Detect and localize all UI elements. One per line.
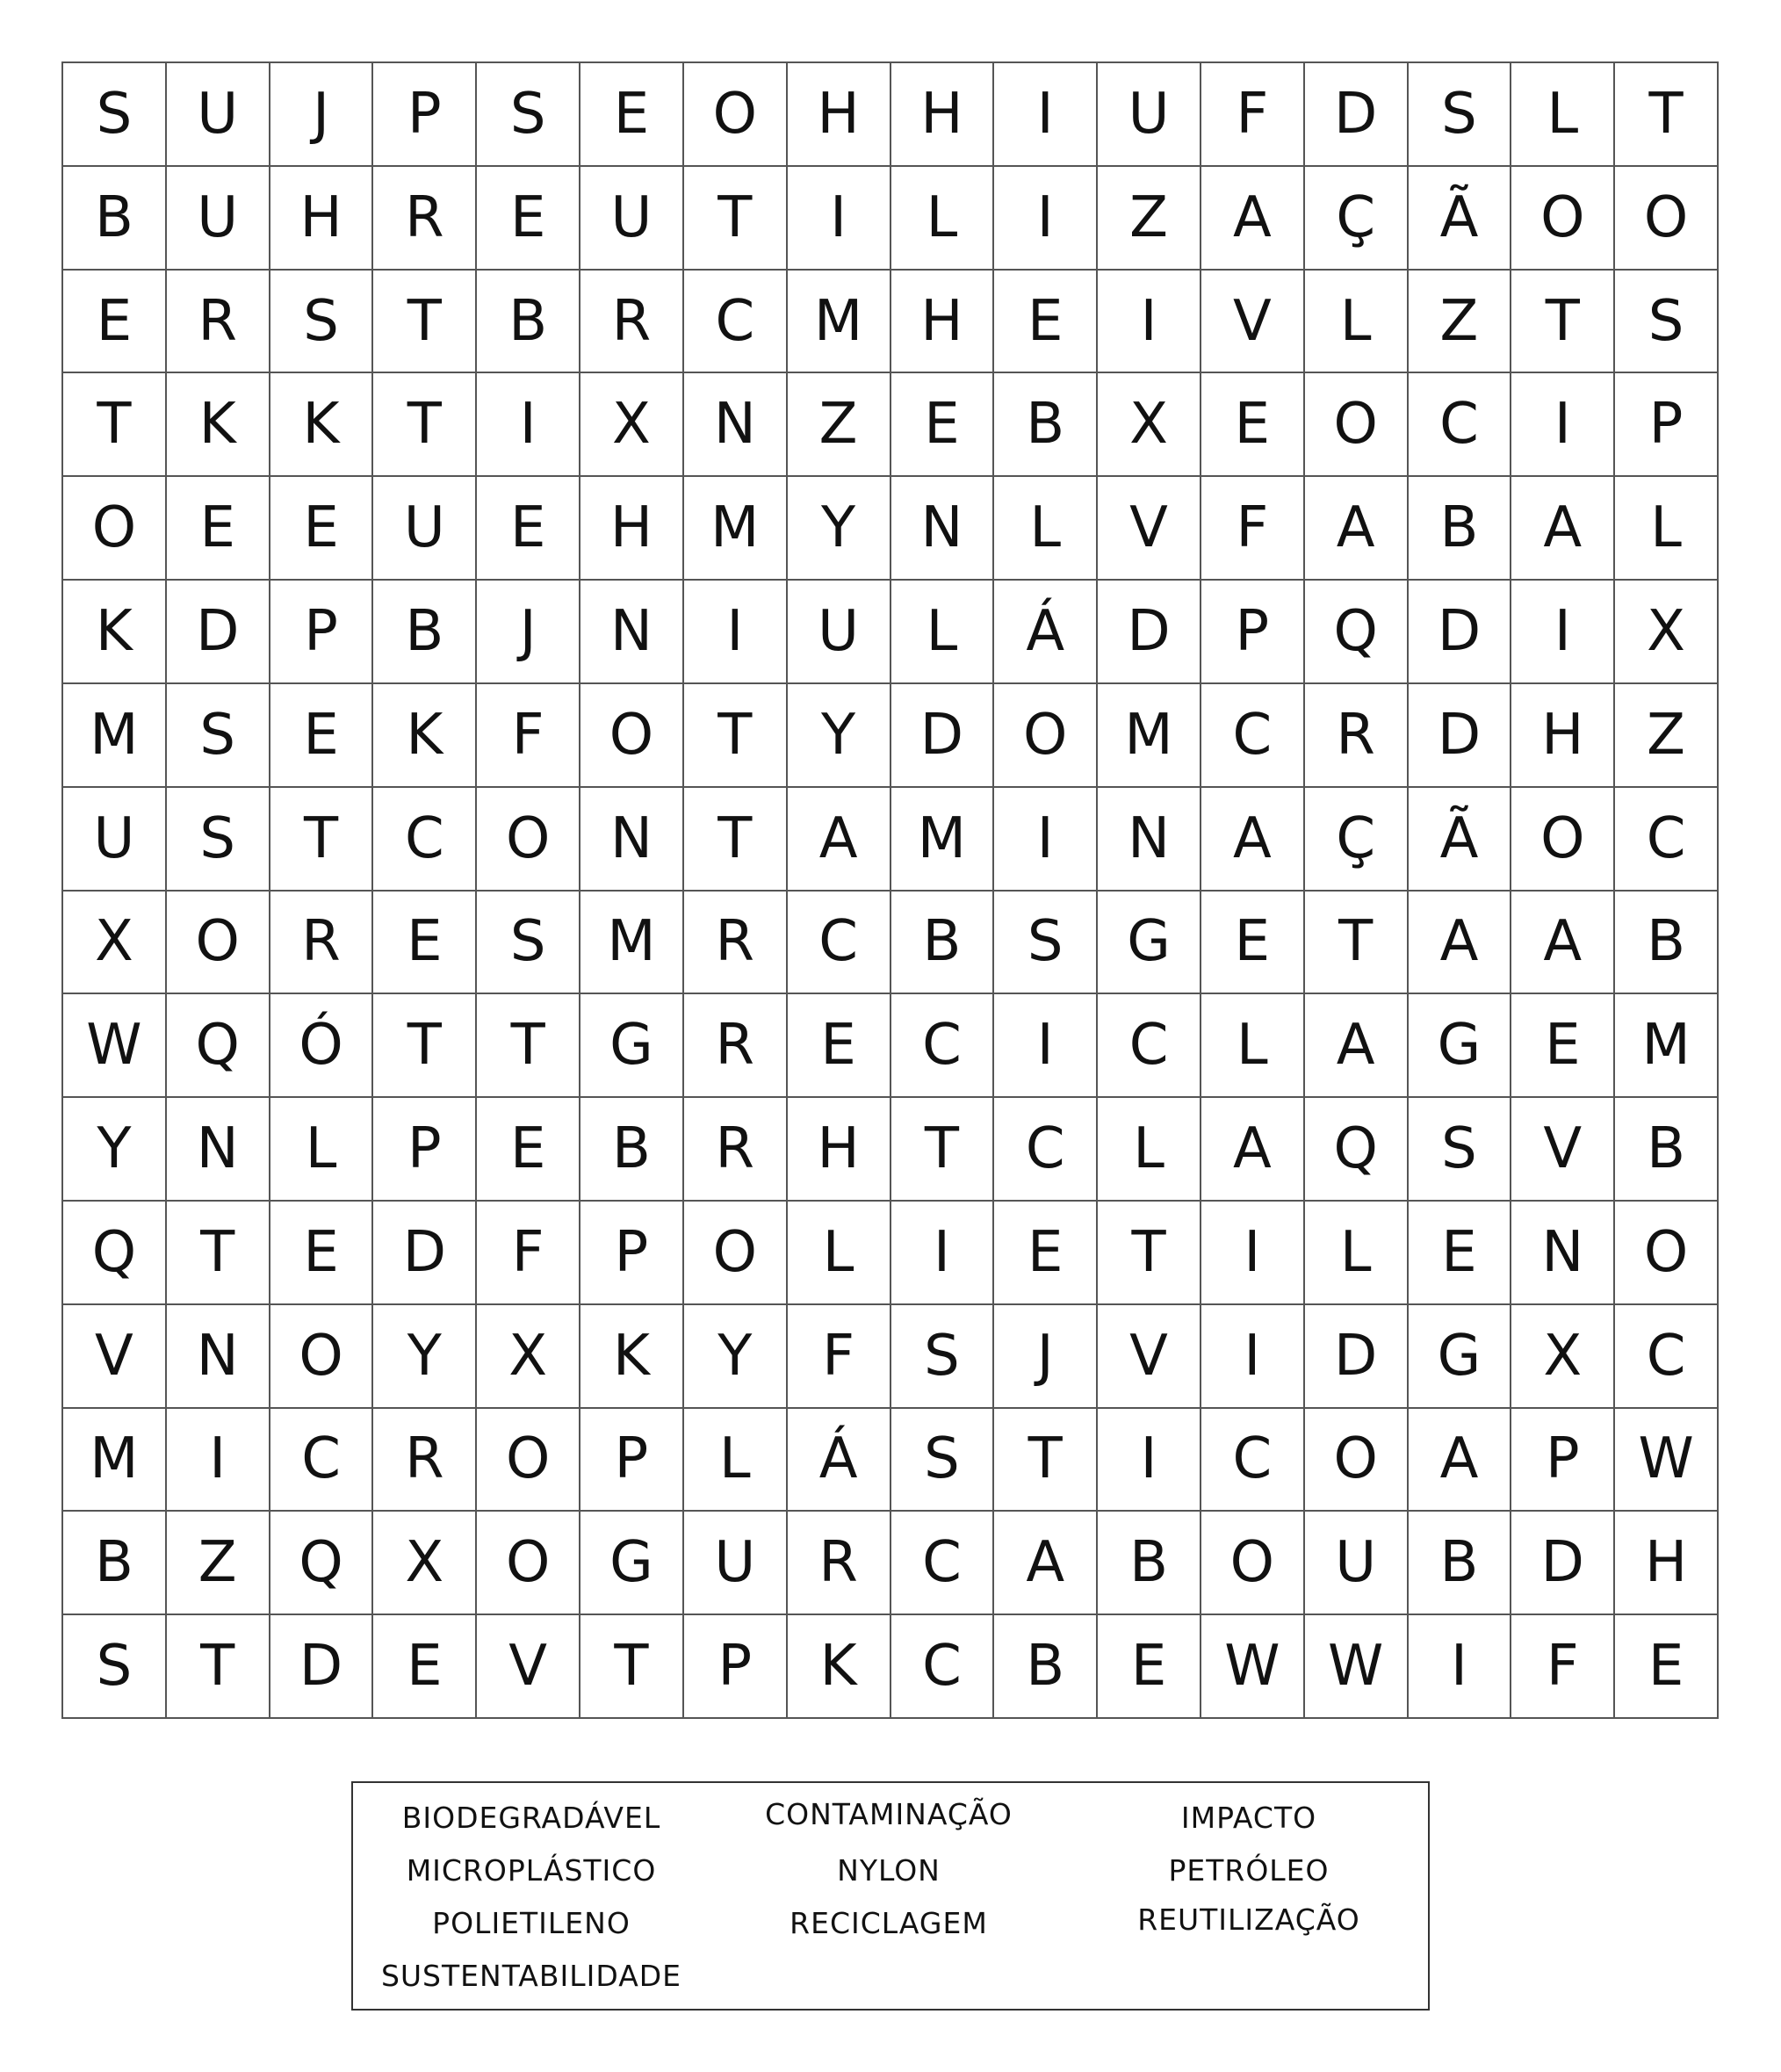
grid-cell[interactable]: N (580, 581, 684, 684)
grid-cell[interactable]: C (891, 994, 995, 1098)
grid-cell[interactable]: C (373, 788, 477, 892)
grid-cell[interactable]: K (63, 581, 167, 684)
grid-cell[interactable]: D (167, 581, 270, 684)
grid-cell[interactable]: J (270, 63, 374, 167)
grid-cell[interactable]: C (1201, 1409, 1305, 1512)
grid-cell[interactable]: B (994, 1615, 1098, 1719)
grid-cell[interactable]: O (1615, 1202, 1719, 1305)
grid-cell[interactable]: F (477, 1202, 580, 1305)
grid-cell[interactable]: O (63, 477, 167, 581)
grid-cell[interactable]: C (1098, 994, 1201, 1098)
grid-cell[interactable]: X (477, 1305, 580, 1409)
grid-cell[interactable]: T (373, 271, 477, 374)
grid-cell[interactable]: M (684, 477, 788, 581)
grid-cell[interactable]: T (891, 1098, 995, 1202)
grid-cell[interactable]: L (1305, 1202, 1409, 1305)
grid-cell[interactable]: M (63, 1409, 167, 1512)
grid-cell[interactable]: N (684, 373, 788, 477)
grid-cell[interactable]: O (1615, 167, 1719, 271)
grid-cell[interactable]: C (270, 1409, 374, 1512)
grid-cell[interactable]: N (1098, 788, 1201, 892)
grid-cell[interactable]: O (684, 1202, 788, 1305)
grid-cell[interactable]: F (1511, 1615, 1615, 1719)
grid-cell[interactable]: F (1201, 477, 1305, 581)
grid-cell[interactable]: K (788, 1615, 891, 1719)
grid-cell[interactable]: L (1305, 271, 1409, 374)
grid-cell[interactable]: S (891, 1305, 995, 1409)
grid-cell[interactable]: O (684, 63, 788, 167)
grid-cell[interactable]: T (684, 684, 788, 788)
grid-cell[interactable]: Q (1305, 581, 1409, 684)
grid-cell[interactable]: F (477, 684, 580, 788)
grid-cell[interactable]: P (1615, 373, 1719, 477)
grid-cell[interactable]: A (788, 788, 891, 892)
grid-cell[interactable]: R (270, 892, 374, 995)
grid-cell[interactable]: E (1511, 994, 1615, 1098)
grid-cell[interactable]: C (1409, 373, 1512, 477)
grid-cell[interactable]: C (1615, 788, 1719, 892)
grid-cell[interactable]: P (1511, 1409, 1615, 1512)
grid-cell[interactable]: W (63, 994, 167, 1098)
grid-cell[interactable]: T (580, 1615, 684, 1719)
grid-cell[interactable]: I (1098, 1409, 1201, 1512)
word-list-item: IMPACTO (1180, 1801, 1317, 1835)
grid-cell[interactable]: T (477, 994, 580, 1098)
grid-cell[interactable]: Á (994, 581, 1098, 684)
grid-cell[interactable]: E (373, 1615, 477, 1719)
grid-cell[interactable]: K (580, 1305, 684, 1409)
grid-cell[interactable]: C (891, 1512, 995, 1615)
grid-cell[interactable]: Y (684, 1305, 788, 1409)
grid-cell[interactable]: T (684, 167, 788, 271)
grid-cell[interactable]: O (1201, 1512, 1305, 1615)
grid-cell[interactable]: V (1098, 477, 1201, 581)
grid-cell[interactable]: R (684, 994, 788, 1098)
grid-cell[interactable]: C (1201, 684, 1305, 788)
grid-cell[interactable]: L (1615, 477, 1719, 581)
grid-cell[interactable]: T (1615, 63, 1719, 167)
grid-cell[interactable]: H (891, 63, 995, 167)
grid-cell[interactable]: R (1305, 684, 1409, 788)
grid-cell[interactable]: V (477, 1615, 580, 1719)
grid-cell[interactable]: J (994, 1305, 1098, 1409)
grid-cell[interactable]: A (1409, 892, 1512, 995)
grid-cell[interactable]: E (167, 477, 270, 581)
grid-cell[interactable]: E (477, 477, 580, 581)
grid-cell[interactable]: L (270, 1098, 374, 1202)
grid-cell[interactable]: X (1615, 581, 1719, 684)
grid-cell[interactable]: A (1305, 994, 1409, 1098)
grid-cell[interactable]: B (63, 167, 167, 271)
word-list-item: BIODEGRADÁVEL (401, 1801, 661, 1835)
grid-cell[interactable]: T (373, 994, 477, 1098)
grid-cell[interactable]: P (373, 1098, 477, 1202)
grid-cell[interactable]: P (373, 63, 477, 167)
grid-cell[interactable]: N (1511, 1202, 1615, 1305)
grid-cell[interactable]: I (1511, 373, 1615, 477)
grid-cell[interactable]: S (270, 271, 374, 374)
grid-cell[interactable]: C (891, 1615, 995, 1719)
grid-cell[interactable]: F (1201, 63, 1305, 167)
grid-cell[interactable]: S (63, 1615, 167, 1719)
grid-cell[interactable]: X (1511, 1305, 1615, 1409)
grid-cell[interactable]: D (1305, 63, 1409, 167)
grid-cell[interactable]: Ã (1409, 788, 1512, 892)
grid-cell[interactable]: K (270, 373, 374, 477)
grid-cell[interactable]: L (994, 477, 1098, 581)
grid-cell[interactable]: O (1305, 1409, 1409, 1512)
grid-cell[interactable]: S (1615, 271, 1719, 374)
grid-cell[interactable]: P (1201, 581, 1305, 684)
grid-cell[interactable]: N (167, 1098, 270, 1202)
grid-cell[interactable]: L (1098, 1098, 1201, 1202)
grid-cell[interactable]: L (891, 581, 995, 684)
grid-cell[interactable]: I (994, 63, 1098, 167)
grid-cell[interactable]: R (684, 892, 788, 995)
grid-cell[interactable]: E (788, 994, 891, 1098)
grid-cell[interactable]: R (788, 1512, 891, 1615)
grid-cell[interactable]: R (373, 167, 477, 271)
grid-cell[interactable]: U (167, 167, 270, 271)
grid-cell[interactable]: Z (788, 373, 891, 477)
word-search-grid (61, 61, 1719, 1719)
grid-cell[interactable]: W (1201, 1615, 1305, 1719)
grid-cell[interactable]: I (1511, 581, 1615, 684)
grid-cell[interactable]: O (1511, 788, 1615, 892)
grid-cell[interactable]: T (63, 373, 167, 477)
grid-cell[interactable]: R (580, 271, 684, 374)
word-list-item: POLIETILENO (432, 1906, 631, 1940)
grid-cell[interactable]: T (994, 1409, 1098, 1512)
grid-cell[interactable]: Q (270, 1512, 374, 1615)
grid-cell[interactable]: O (580, 684, 684, 788)
grid-cell[interactable]: Q (1305, 1098, 1409, 1202)
grid-cell[interactable]: I (994, 788, 1098, 892)
grid-cell[interactable]: L (891, 167, 995, 271)
grid-cell[interactable]: T (373, 373, 477, 477)
grid-cell[interactable]: S (167, 684, 270, 788)
grid-cell[interactable]: S (167, 788, 270, 892)
grid-cell[interactable]: A (1201, 167, 1305, 271)
grid-cell[interactable]: X (63, 892, 167, 995)
grid-cell[interactable]: Z (1409, 271, 1512, 374)
grid-cell[interactable]: M (580, 892, 684, 995)
grid-cell[interactable]: C (684, 271, 788, 374)
grid-cell[interactable]: H (1615, 1512, 1719, 1615)
grid-cell[interactable]: Y (788, 477, 891, 581)
grid-cell[interactable]: Y (788, 684, 891, 788)
grid-cell[interactable]: X (373, 1512, 477, 1615)
grid-cell[interactable]: U (167, 63, 270, 167)
grid-cell[interactable]: E (1409, 1202, 1512, 1305)
grid-cell[interactable]: K (373, 684, 477, 788)
grid-cell[interactable]: C (788, 892, 891, 995)
grid-cell[interactable]: A (1511, 892, 1615, 995)
grid-cell[interactable]: E (1615, 1615, 1719, 1719)
grid-cell[interactable]: T (167, 1202, 270, 1305)
grid-cell[interactable]: O (477, 788, 580, 892)
grid-cell[interactable]: E (1201, 892, 1305, 995)
grid-cell[interactable]: Y (63, 1098, 167, 1202)
grid-cell[interactable]: I (994, 167, 1098, 271)
grid-cell[interactable]: J (477, 581, 580, 684)
grid-cell[interactable]: I (1409, 1615, 1512, 1719)
grid-cell[interactable]: L (1511, 63, 1615, 167)
grid-cell[interactable]: C (1615, 1305, 1719, 1409)
grid-cell[interactable]: M (1615, 994, 1719, 1098)
grid-cell[interactable]: E (270, 477, 374, 581)
grid-cell[interactable]: D (891, 684, 995, 788)
grid-cell[interactable]: G (580, 1512, 684, 1615)
grid-cell[interactable]: Q (63, 1202, 167, 1305)
grid-cell[interactable]: A (1409, 1409, 1512, 1512)
grid-cell[interactable]: E (1098, 1615, 1201, 1719)
grid-cell[interactable]: I (1201, 1305, 1305, 1409)
grid-cell[interactable]: M (788, 271, 891, 374)
grid-cell[interactable]: U (684, 1512, 788, 1615)
grid-cell[interactable]: A (994, 1512, 1098, 1615)
grid-cell[interactable]: H (788, 63, 891, 167)
grid-cell[interactable]: D (373, 1202, 477, 1305)
grid-cell[interactable]: M (1098, 684, 1201, 788)
grid-cell[interactable]: T (684, 788, 788, 892)
grid-cell[interactable]: D (1409, 581, 1512, 684)
grid-cell[interactable]: A (1201, 1098, 1305, 1202)
grid-cell[interactable]: Z (167, 1512, 270, 1615)
grid-cell[interactable]: V (1098, 1305, 1201, 1409)
grid-cell[interactable]: E (477, 167, 580, 271)
grid-cell[interactable]: L (788, 1202, 891, 1305)
grid-cell[interactable]: B (994, 373, 1098, 477)
grid-cell[interactable]: R (167, 271, 270, 374)
grid-cell[interactable]: D (1409, 684, 1512, 788)
grid-cell[interactable]: T (1098, 1202, 1201, 1305)
grid-cell[interactable]: B (580, 1098, 684, 1202)
grid-cell[interactable]: S (63, 63, 167, 167)
grid-cell[interactable]: A (1305, 477, 1409, 581)
grid-cell[interactable]: H (270, 167, 374, 271)
grid-cell[interactable]: T (270, 788, 374, 892)
grid-cell[interactable]: I (167, 1409, 270, 1512)
grid-cell[interactable]: X (1098, 373, 1201, 477)
grid-cell[interactable]: E (891, 373, 995, 477)
grid-cell[interactable]: N (167, 1305, 270, 1409)
grid-cell[interactable]: I (684, 581, 788, 684)
grid-cell[interactable]: I (891, 1202, 995, 1305)
grid-cell[interactable]: O (477, 1409, 580, 1512)
grid-cell[interactable]: Ç (1305, 788, 1409, 892)
grid-cell[interactable]: E (580, 63, 684, 167)
grid-cell[interactable]: E (270, 1202, 374, 1305)
grid-cell[interactable]: B (1409, 477, 1512, 581)
grid-cell[interactable]: B (891, 892, 995, 995)
grid-cell[interactable]: B (477, 271, 580, 374)
grid-cell[interactable]: R (373, 1409, 477, 1512)
grid-cell[interactable]: I (994, 994, 1098, 1098)
grid-cell[interactable]: O (1511, 167, 1615, 271)
grid-cell[interactable]: O (477, 1512, 580, 1615)
word-list-box (351, 1781, 1430, 2011)
grid-cell[interactable]: S (1409, 1098, 1512, 1202)
grid-cell[interactable]: M (63, 684, 167, 788)
grid-cell[interactable]: Z (1098, 167, 1201, 271)
grid-cell[interactable]: H (891, 271, 995, 374)
grid-cell[interactable]: M (891, 788, 995, 892)
grid-cell[interactable]: S (994, 892, 1098, 995)
grid-cell[interactable]: A (1511, 477, 1615, 581)
grid-cell[interactable]: C (994, 1098, 1098, 1202)
grid-cell[interactable]: U (580, 167, 684, 271)
grid-cell[interactable]: P (580, 1409, 684, 1512)
grid-cell[interactable]: S (477, 63, 580, 167)
grid-cell[interactable]: P (580, 1202, 684, 1305)
grid-cell[interactable]: O (167, 892, 270, 995)
grid-cell[interactable]: A (1201, 788, 1305, 892)
grid-cell[interactable]: D (1098, 581, 1201, 684)
grid-cell[interactable]: L (684, 1409, 788, 1512)
grid-cell[interactable]: I (1201, 1202, 1305, 1305)
grid-cell[interactable]: H (580, 477, 684, 581)
grid-cell[interactable]: B (1409, 1512, 1512, 1615)
word-list-item: SUSTENTABILIDADE (380, 1959, 682, 1993)
grid-cell[interactable]: O (270, 1305, 374, 1409)
word-list-item: RECICLAGEM (790, 1906, 988, 1940)
grid-cell[interactable]: P (270, 581, 374, 684)
grid-cell[interactable]: S (1409, 63, 1512, 167)
grid-cell[interactable]: U (1098, 63, 1201, 167)
grid-cell[interactable]: E (63, 271, 167, 374)
grid-cell[interactable]: Ç (1305, 167, 1409, 271)
grid-cell[interactable]: D (1305, 1305, 1409, 1409)
grid-cell[interactable]: F (788, 1305, 891, 1409)
word-list-item: CONTAMINAÇÃO (765, 1797, 1013, 1831)
grid-cell[interactable]: I (477, 373, 580, 477)
grid-cell[interactable]: W (1305, 1615, 1409, 1719)
grid-cell[interactable]: X (580, 373, 684, 477)
grid-cell[interactable]: G (1098, 892, 1201, 995)
grid-cell[interactable]: I (1098, 271, 1201, 374)
grid-cell[interactable]: D (1511, 1512, 1615, 1615)
grid-cell[interactable]: H (788, 1098, 891, 1202)
grid-cell[interactable]: V (63, 1305, 167, 1409)
grid-cell[interactable]: Q (167, 994, 270, 1098)
grid-cell[interactable]: L (1201, 994, 1305, 1098)
grid-cell[interactable]: B (1615, 892, 1719, 995)
grid-cell[interactable]: U (788, 581, 891, 684)
grid-cell[interactable]: U (63, 788, 167, 892)
grid-cell[interactable]: V (1511, 1098, 1615, 1202)
grid-cell[interactable]: B (63, 1512, 167, 1615)
grid-cell[interactable]: B (1098, 1512, 1201, 1615)
grid-cell[interactable]: T (167, 1615, 270, 1719)
grid-cell[interactable]: Á (788, 1409, 891, 1512)
grid-cell[interactable]: P (684, 1615, 788, 1719)
grid-cell[interactable]: T (1511, 271, 1615, 374)
grid-cell[interactable]: B (373, 581, 477, 684)
grid-cell[interactable]: H (1511, 684, 1615, 788)
grid-cell[interactable]: B (1615, 1098, 1719, 1202)
grid-cell[interactable]: Ã (1409, 167, 1512, 271)
grid-cell[interactable]: I (788, 167, 891, 271)
grid-cell[interactable]: D (270, 1615, 374, 1719)
grid-cell[interactable]: G (1409, 994, 1512, 1098)
grid-cell[interactable]: E (994, 1202, 1098, 1305)
grid-cell[interactable]: O (1305, 373, 1409, 477)
word-list-item: REUTILIZAÇÃO (1137, 1902, 1360, 1937)
grid-cell[interactable]: E (373, 892, 477, 995)
grid-cell[interactable]: N (580, 788, 684, 892)
grid-cell[interactable]: Ó (270, 994, 374, 1098)
word-list-item: PETRÓLEO (1168, 1853, 1330, 1888)
grid-cell[interactable]: E (477, 1098, 580, 1202)
grid-cell[interactable]: E (1201, 373, 1305, 477)
grid-cell[interactable]: E (270, 684, 374, 788)
grid-cell[interactable]: Z (1615, 684, 1719, 788)
grid-cell[interactable]: U (1305, 1512, 1409, 1615)
grid-cell[interactable]: S (477, 892, 580, 995)
grid-cell[interactable]: Y (373, 1305, 477, 1409)
grid-cell[interactable]: O (994, 684, 1098, 788)
grid-cell[interactable]: G (1409, 1305, 1512, 1409)
grid-cell[interactable]: R (684, 1098, 788, 1202)
word-list-item: NYLON (837, 1853, 941, 1888)
word-list-item: MICROPLÁSTICO (406, 1853, 657, 1888)
grid-cell[interactable]: T (1305, 892, 1409, 995)
grid-cell[interactable]: E (994, 271, 1098, 374)
grid-cell[interactable]: W (1615, 1409, 1719, 1512)
grid-cell[interactable]: S (891, 1409, 995, 1512)
grid-cell[interactable]: N (891, 477, 995, 581)
grid-cell[interactable]: G (580, 994, 684, 1098)
grid-cell[interactable]: V (1201, 271, 1305, 374)
grid-cell[interactable]: U (373, 477, 477, 581)
grid-cell[interactable]: K (167, 373, 270, 477)
